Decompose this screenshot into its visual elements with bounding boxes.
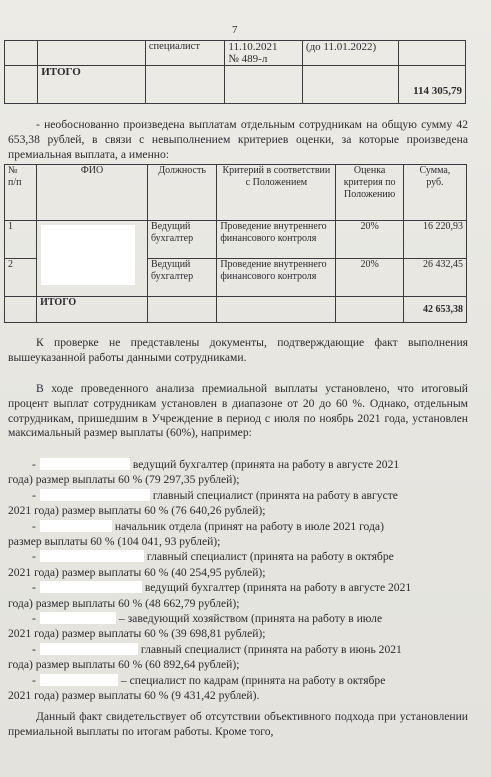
redacted-name — [40, 489, 150, 501]
redacted-name — [40, 643, 138, 655]
redacted-name — [40, 550, 144, 562]
bonus-total-row — [5, 297, 467, 323]
header-position: Должность — [147, 165, 216, 221]
intro-paragraph: - необоснованно произведена выплатам отдельным сотрудникам на общую сумму 42 653,38 рублей, в связи с невыполнением критериев оценки, за которые произведена премиальная выплата, а именно: — [8, 118, 468, 161]
header-num: № п/п — [5, 165, 37, 221]
top-total-label: ИТОГО — [38, 66, 146, 104]
header-sum: Сумма, руб. — [403, 165, 466, 221]
list-item: - главный специалист (принята на работу в июнь 2021 года) размер выплаты 60 % (60 892,64 рублей); — [8, 642, 402, 672]
redacted-name — [40, 674, 118, 686]
employee-list — [8, 457, 468, 704]
bonus-total-value: 42 653,38 — [403, 297, 466, 323]
header-criterion: Критерий в соответствии с Положением — [217, 165, 336, 221]
redacted-name — [40, 520, 112, 532]
page-number: 7 — [232, 24, 238, 36]
list-item: - ведущий бухгалтер (принята на работу в августе 2021 года) размер выплаты 60 % (79 297,35 рублей); — [8, 458, 400, 487]
redacted-name — [40, 612, 116, 624]
header-score: Оценка критерия по Положению — [336, 165, 403, 221]
analysis-paragraph: В ходе проведенного анализа премиальной выплаты установлено, что итоговый процент выплат сотрудникам установлен в диапазоне от 20 до 60 %. Однако, отдельным сотрудникам, пришедшим в Учреждение в период с июля по ноябрь 2021 года, установлен максимальный размер выплаты (60%), например: — [8, 382, 468, 440]
final-paragraph: Данный факт свидетельствует об отсутствии объективного подхода при установлении премиальной выплаты по итогам работы. Кроме того, — [8, 710, 468, 738]
redacted-names — [37, 221, 148, 297]
redacted-name — [40, 581, 142, 593]
cell-until: (до 11.01.2022) — [302, 41, 398, 66]
top-table — [4, 40, 466, 104]
cell-position: специалист — [145, 41, 225, 66]
list-item: - – заведующий хозяйством (принята на работу в июле 2021 года) размер выплаты 60 % (39 698,81 рублей); — [8, 612, 383, 641]
table-row: 2 Ведущий бухгалтер Проведение внутреннего финансового контроля 20% 26 432,45 — [5, 259, 467, 297]
list-item: - главный специалист (принята на работу в октябре 2021 года) размер выплаты 60 % (40 254,95 рублей); — [8, 550, 394, 579]
list-item: - начальник отдела (принят на работу в июле 2021 года) размер выплаты 60 % (104 041, 93 рублей); — [8, 519, 384, 549]
list-item: - ведущий бухгалтер (принята на работу в августе 2021 года) размер выплаты 60 % (48 662,79 рублей); — [8, 581, 412, 610]
header-fio: ФИО — [37, 165, 148, 221]
cell-order: 11.10.2021 № 489-л — [225, 41, 303, 66]
list-item: - – специалист по кадрам (принята на работу в октябре 2021 года) размер выплаты 60 % (9 431,42 рублей). — [8, 673, 386, 703]
table-row: 1 Ведущий бухгалтер Проведение внутреннего финансового контроля 20% 16 220,93 — [5, 221, 467, 259]
list-item: - главный специалист (принята на работу в августе 2021 года) размер выплаты 60 % (76 640,26 рублей); — [8, 488, 398, 518]
top-total-value: 114 305,79 — [398, 66, 465, 104]
bonus-table — [4, 164, 467, 323]
redacted-name — [40, 458, 130, 470]
docs-paragraph: К проверке не представлены документы, подтверждающие факт выполнения вышеуказанной работы данными сотрудниками. — [8, 336, 468, 364]
bonus-total-label: ИТОГО — [37, 297, 148, 323]
